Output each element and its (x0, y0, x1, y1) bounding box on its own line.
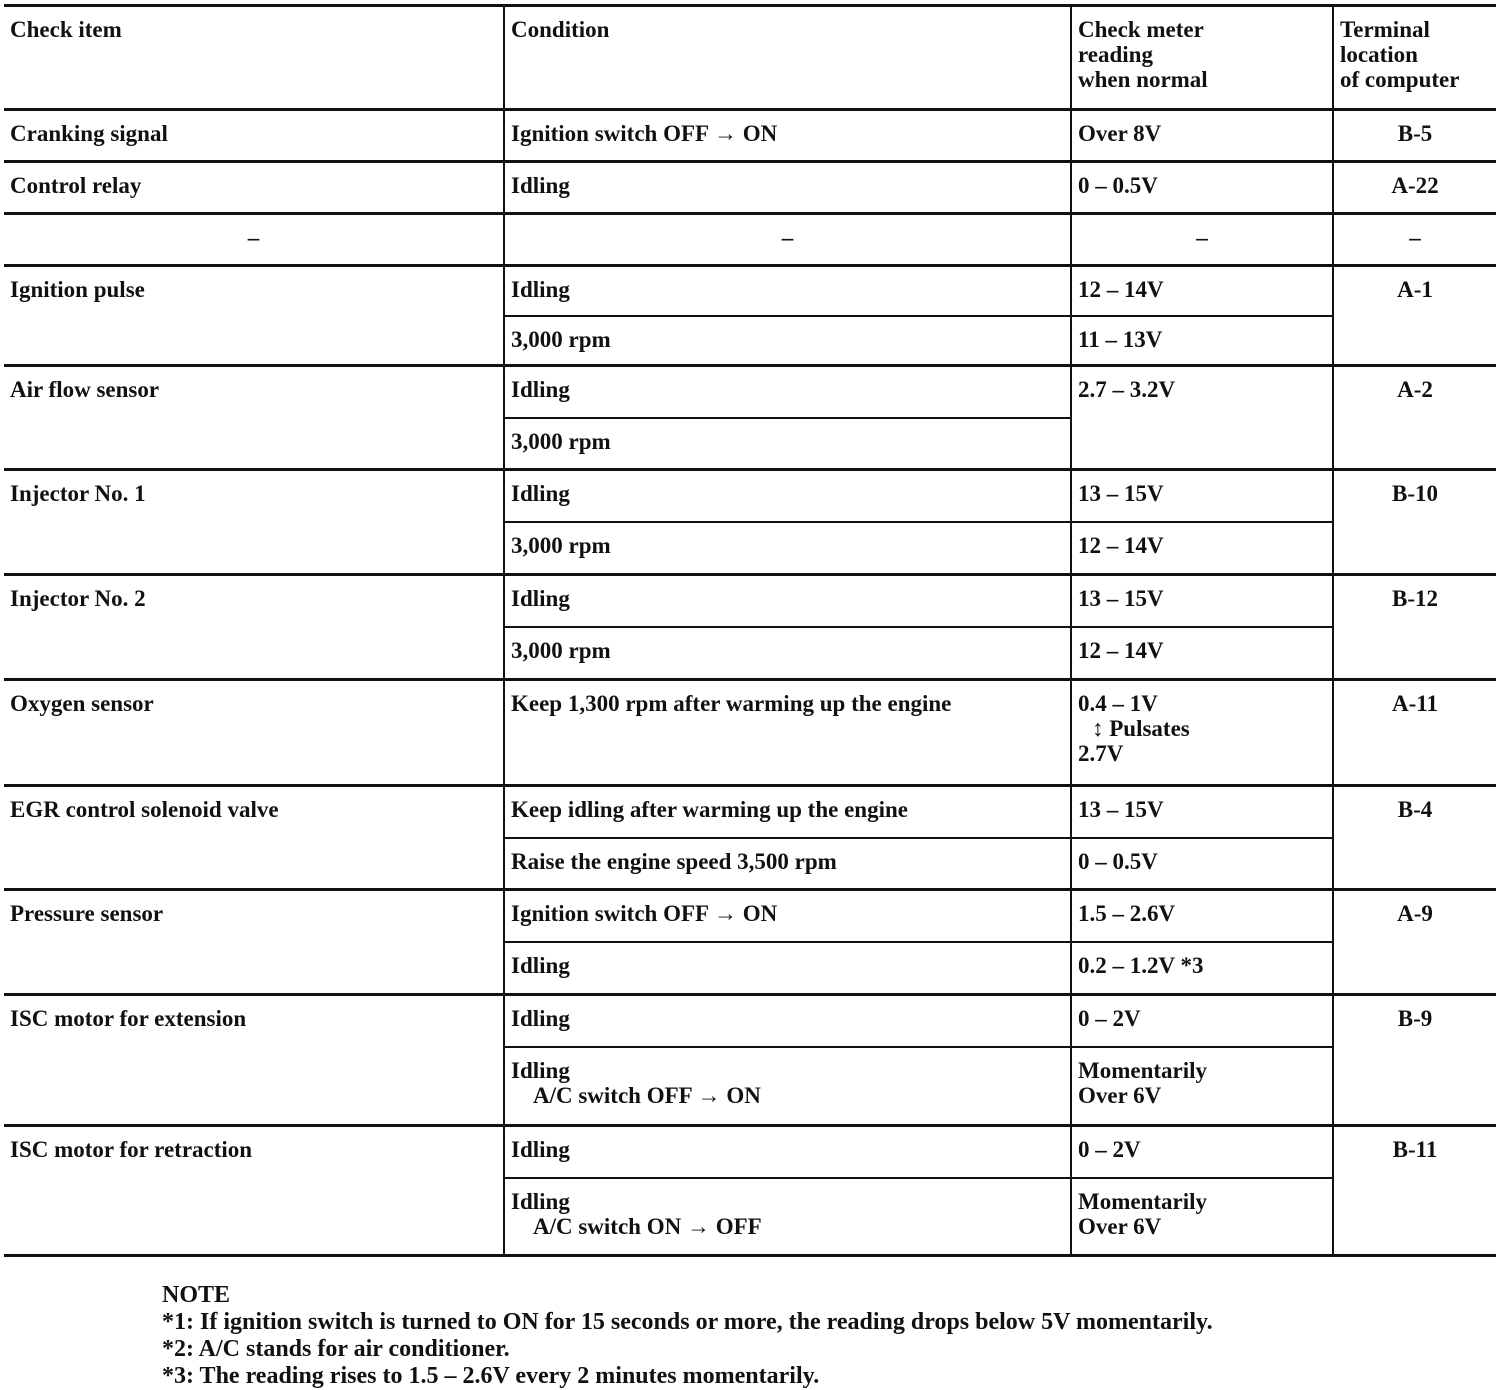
check-item: – (4, 214, 504, 266)
condition: Raise the engine speed 3,500 rpm (504, 838, 1071, 890)
terminal: B-4 (1333, 786, 1496, 890)
table-row (4, 110, 1496, 162)
reading: 12 – 14V (1071, 522, 1333, 575)
header-check-item: Check item (4, 6, 504, 110)
reading: 12 – 14V (1071, 266, 1333, 316)
reading: 1.5 – 2.6V (1071, 890, 1333, 942)
table-row (4, 995, 1496, 1047)
terminal: B-5 (1333, 110, 1496, 162)
table-row (4, 266, 1496, 316)
terminal: B-9 (1333, 995, 1496, 1126)
condition-line: A/C switch ON → OFF (533, 1213, 762, 1239)
condition: 3,000 rpm (504, 316, 1071, 366)
terminal: B-11 (1333, 1126, 1496, 1256)
reading: 0.2 – 1.2V *3 (1071, 942, 1333, 995)
reading-line: Momentarily (1078, 1057, 1208, 1083)
reading: 13 – 15V (1071, 786, 1333, 838)
condition: Idling (504, 470, 1071, 522)
terminal: A-2 (1333, 366, 1496, 470)
table-row (4, 162, 1496, 214)
reading: 2.7 – 3.2V (1071, 366, 1333, 470)
header-row (4, 6, 1496, 110)
table-row (4, 1126, 1496, 1178)
table-row (4, 214, 1496, 266)
reading: Over 8V (1071, 110, 1333, 162)
table-row (4, 366, 1496, 418)
table-row (4, 890, 1496, 942)
check-item: Pressure sensor (4, 890, 504, 995)
check-item: Oxygen sensor (4, 680, 504, 786)
terminal: – (1333, 214, 1496, 266)
header-reading: Check meter reading when normal (1071, 6, 1333, 110)
terminal: A-9 (1333, 890, 1496, 995)
reading: 0 – 2V (1071, 1126, 1333, 1178)
reading-line: 2.7V (1078, 741, 1124, 766)
pulsates-label: ↕ Pulsates (1092, 716, 1190, 741)
header-condition: Condition (504, 6, 1071, 110)
condition: Idling (504, 1126, 1071, 1178)
condition-line: Idling (511, 1188, 570, 1214)
note-1: *1: If ignition switch is turned to ON for 15 seconds or more, the reading drops below 5V momentarily. (162, 1309, 1213, 1335)
table-row (4, 680, 1496, 786)
table-row (4, 575, 1496, 627)
condition: Idling (504, 162, 1071, 214)
condition: Idling (504, 942, 1071, 995)
note-2: *2: A/C stands for air conditioner. (162, 1336, 510, 1362)
check-item: Ignition pulse (4, 266, 504, 366)
condition: – (504, 214, 1071, 266)
terminal: A-22 (1333, 162, 1496, 214)
note-title: NOTE (162, 1282, 231, 1308)
reading: 13 – 15V (1071, 470, 1333, 522)
condition-line: Idling (511, 1057, 570, 1083)
condition: Idling (504, 366, 1071, 418)
header-terminal: Terminal location of computer (1333, 6, 1496, 110)
reading (1071, 680, 1333, 786)
condition: Idling (504, 995, 1071, 1047)
check-item: Injector No. 2 (4, 575, 504, 680)
check-item: ISC motor for extension (4, 995, 504, 1126)
check-item: ISC motor for retraction (4, 1126, 504, 1256)
condition: Keep 1,300 rpm after warming up the engine (504, 680, 1071, 786)
reading-line: 0.4 – 1V (1078, 691, 1158, 716)
reading: 0 – 0.5V (1071, 162, 1333, 214)
condition: Idling (504, 266, 1071, 316)
reading: 13 – 15V (1071, 575, 1333, 627)
condition (504, 1047, 1071, 1126)
condition: Keep idling after warming up the engine (504, 786, 1071, 838)
reading (1071, 1047, 1333, 1126)
condition: Ignition switch OFF → ON (504, 110, 1071, 162)
condition (504, 1178, 1071, 1256)
note-block (162, 1282, 1213, 1390)
check-item: EGR control solenoid valve (4, 786, 504, 890)
reading: 11 – 13V (1071, 316, 1333, 366)
condition-line: A/C switch OFF → ON (533, 1082, 761, 1108)
table-row (4, 786, 1496, 838)
reading: 0 – 0.5V (1071, 838, 1333, 890)
reading: 0 – 2V (1071, 995, 1333, 1047)
reading: – (1071, 214, 1333, 266)
condition: Idling (504, 575, 1071, 627)
reading-line: Momentarily (1078, 1188, 1208, 1214)
terminal: B-12 (1333, 575, 1496, 680)
note-3: *3: The reading rises to 1.5 – 2.6V every 2 minutes momentarily. (162, 1363, 820, 1389)
terminal: B-10 (1333, 470, 1496, 575)
check-item: Cranking signal (4, 110, 504, 162)
check-item: Air flow sensor (4, 366, 504, 470)
condition: 3,000 rpm (504, 522, 1071, 575)
reading (1071, 1178, 1333, 1256)
condition: 3,000 rpm (504, 627, 1071, 680)
reading-line: Over 6V (1078, 1082, 1162, 1108)
reading-line: Over 6V (1078, 1213, 1162, 1239)
terminal: A-11 (1333, 680, 1496, 786)
terminal: A-1 (1333, 266, 1496, 366)
check-item: Control relay (4, 162, 504, 214)
condition: 3,000 rpm (504, 418, 1071, 470)
reading: 12 – 14V (1071, 627, 1333, 680)
table-row (4, 470, 1496, 522)
check-table (4, 4, 1496, 1257)
check-item: Injector No. 1 (4, 470, 504, 575)
condition: Ignition switch OFF → ON (504, 890, 1071, 942)
